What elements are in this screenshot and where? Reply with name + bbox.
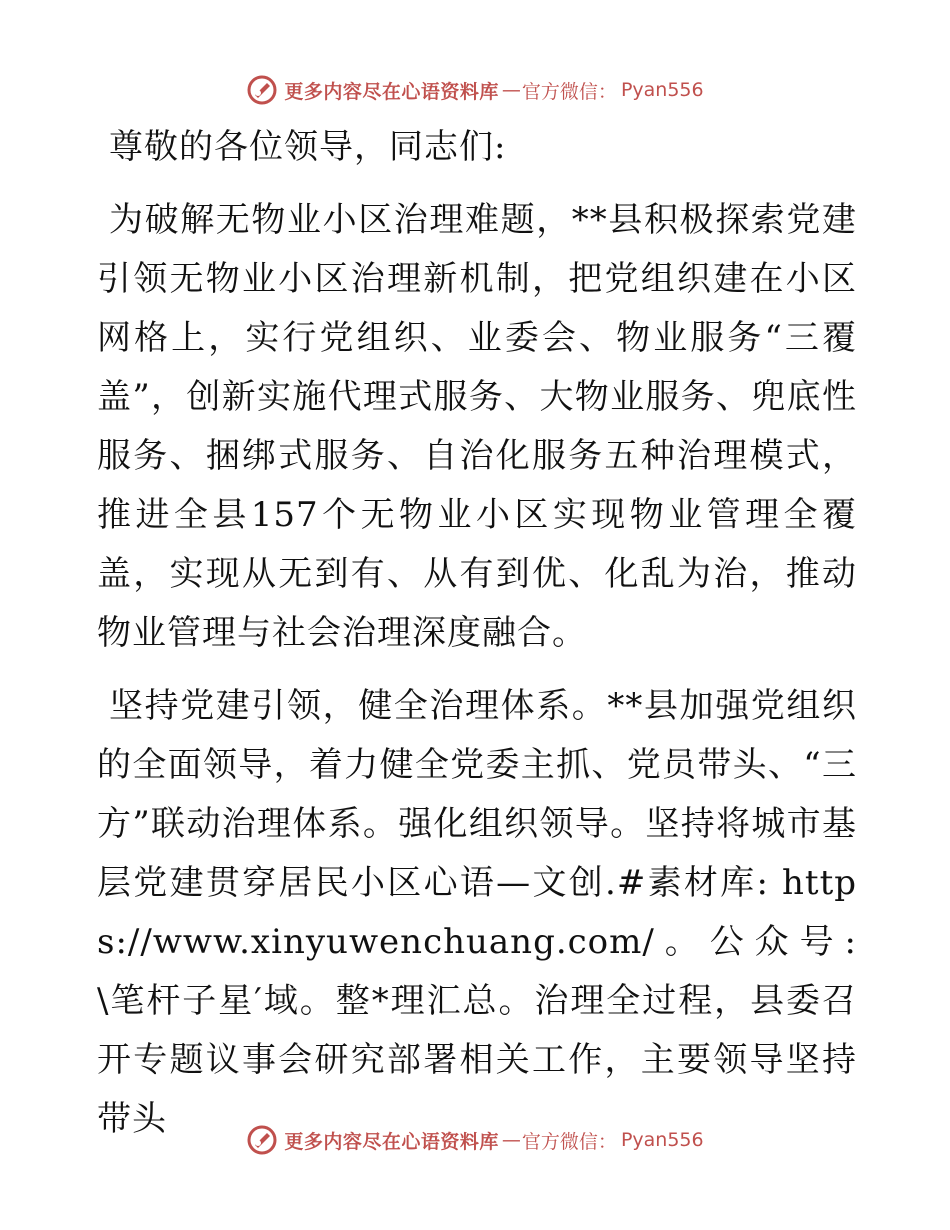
salutation: 尊敬的各位领导，同志们: xyxy=(109,127,507,167)
brand-logo-icon xyxy=(246,74,278,106)
header-separator: — xyxy=(501,79,519,101)
header-wechat-id: Pyan556 xyxy=(620,79,704,101)
footer-banner xyxy=(0,1120,950,1160)
document-body xyxy=(97,118,857,1149)
footer-wechat-label: 官方微信： xyxy=(521,1130,617,1153)
header-wechat-label: 官方微信： xyxy=(521,80,617,103)
paragraph-1: 为破解无物业小区治理难题，**县积极探索党建引领无物业小区治理新机制，把党组织建在小区网格上，实行党组织、业委会、物业服务“三覆盖”，创新实施代理式服务、大物业服务、兜底性服务、捆绑式服务、自治化服务五种治理模式，推进全县157个无物业小区实现物业管理全覆盖，实现从无到有、从有到优、化乱为治，推动物业管理与社会治理深度融合。 xyxy=(97,200,857,653)
footer-wechat-id: Pyan556 xyxy=(620,1129,704,1151)
paragraph-2: 坚持党建引领，健全治理体系。**县加强党组织的全面领导，着力健全党委主抓、党员带头、“三方”联动治理体系。强化组织领导。坚持将城市基层党建贯穿居民小区心语—文创.#素材库: https://www.xinyuwenchuang.com/。公众号: \笔杆子星′域。整*理汇总。治理全过程，县委召开专题议事会研究部署相关工作，主要领导坚持带头 xyxy=(97,686,857,1139)
brand-logo-icon xyxy=(246,1124,278,1156)
header-banner xyxy=(0,70,950,110)
footer-separator: — xyxy=(501,1129,519,1151)
header-brand-text: 更多内容尽在心语资料库 xyxy=(284,80,499,103)
footer-brand-text: 更多内容尽在心语资料库 xyxy=(284,1130,499,1153)
